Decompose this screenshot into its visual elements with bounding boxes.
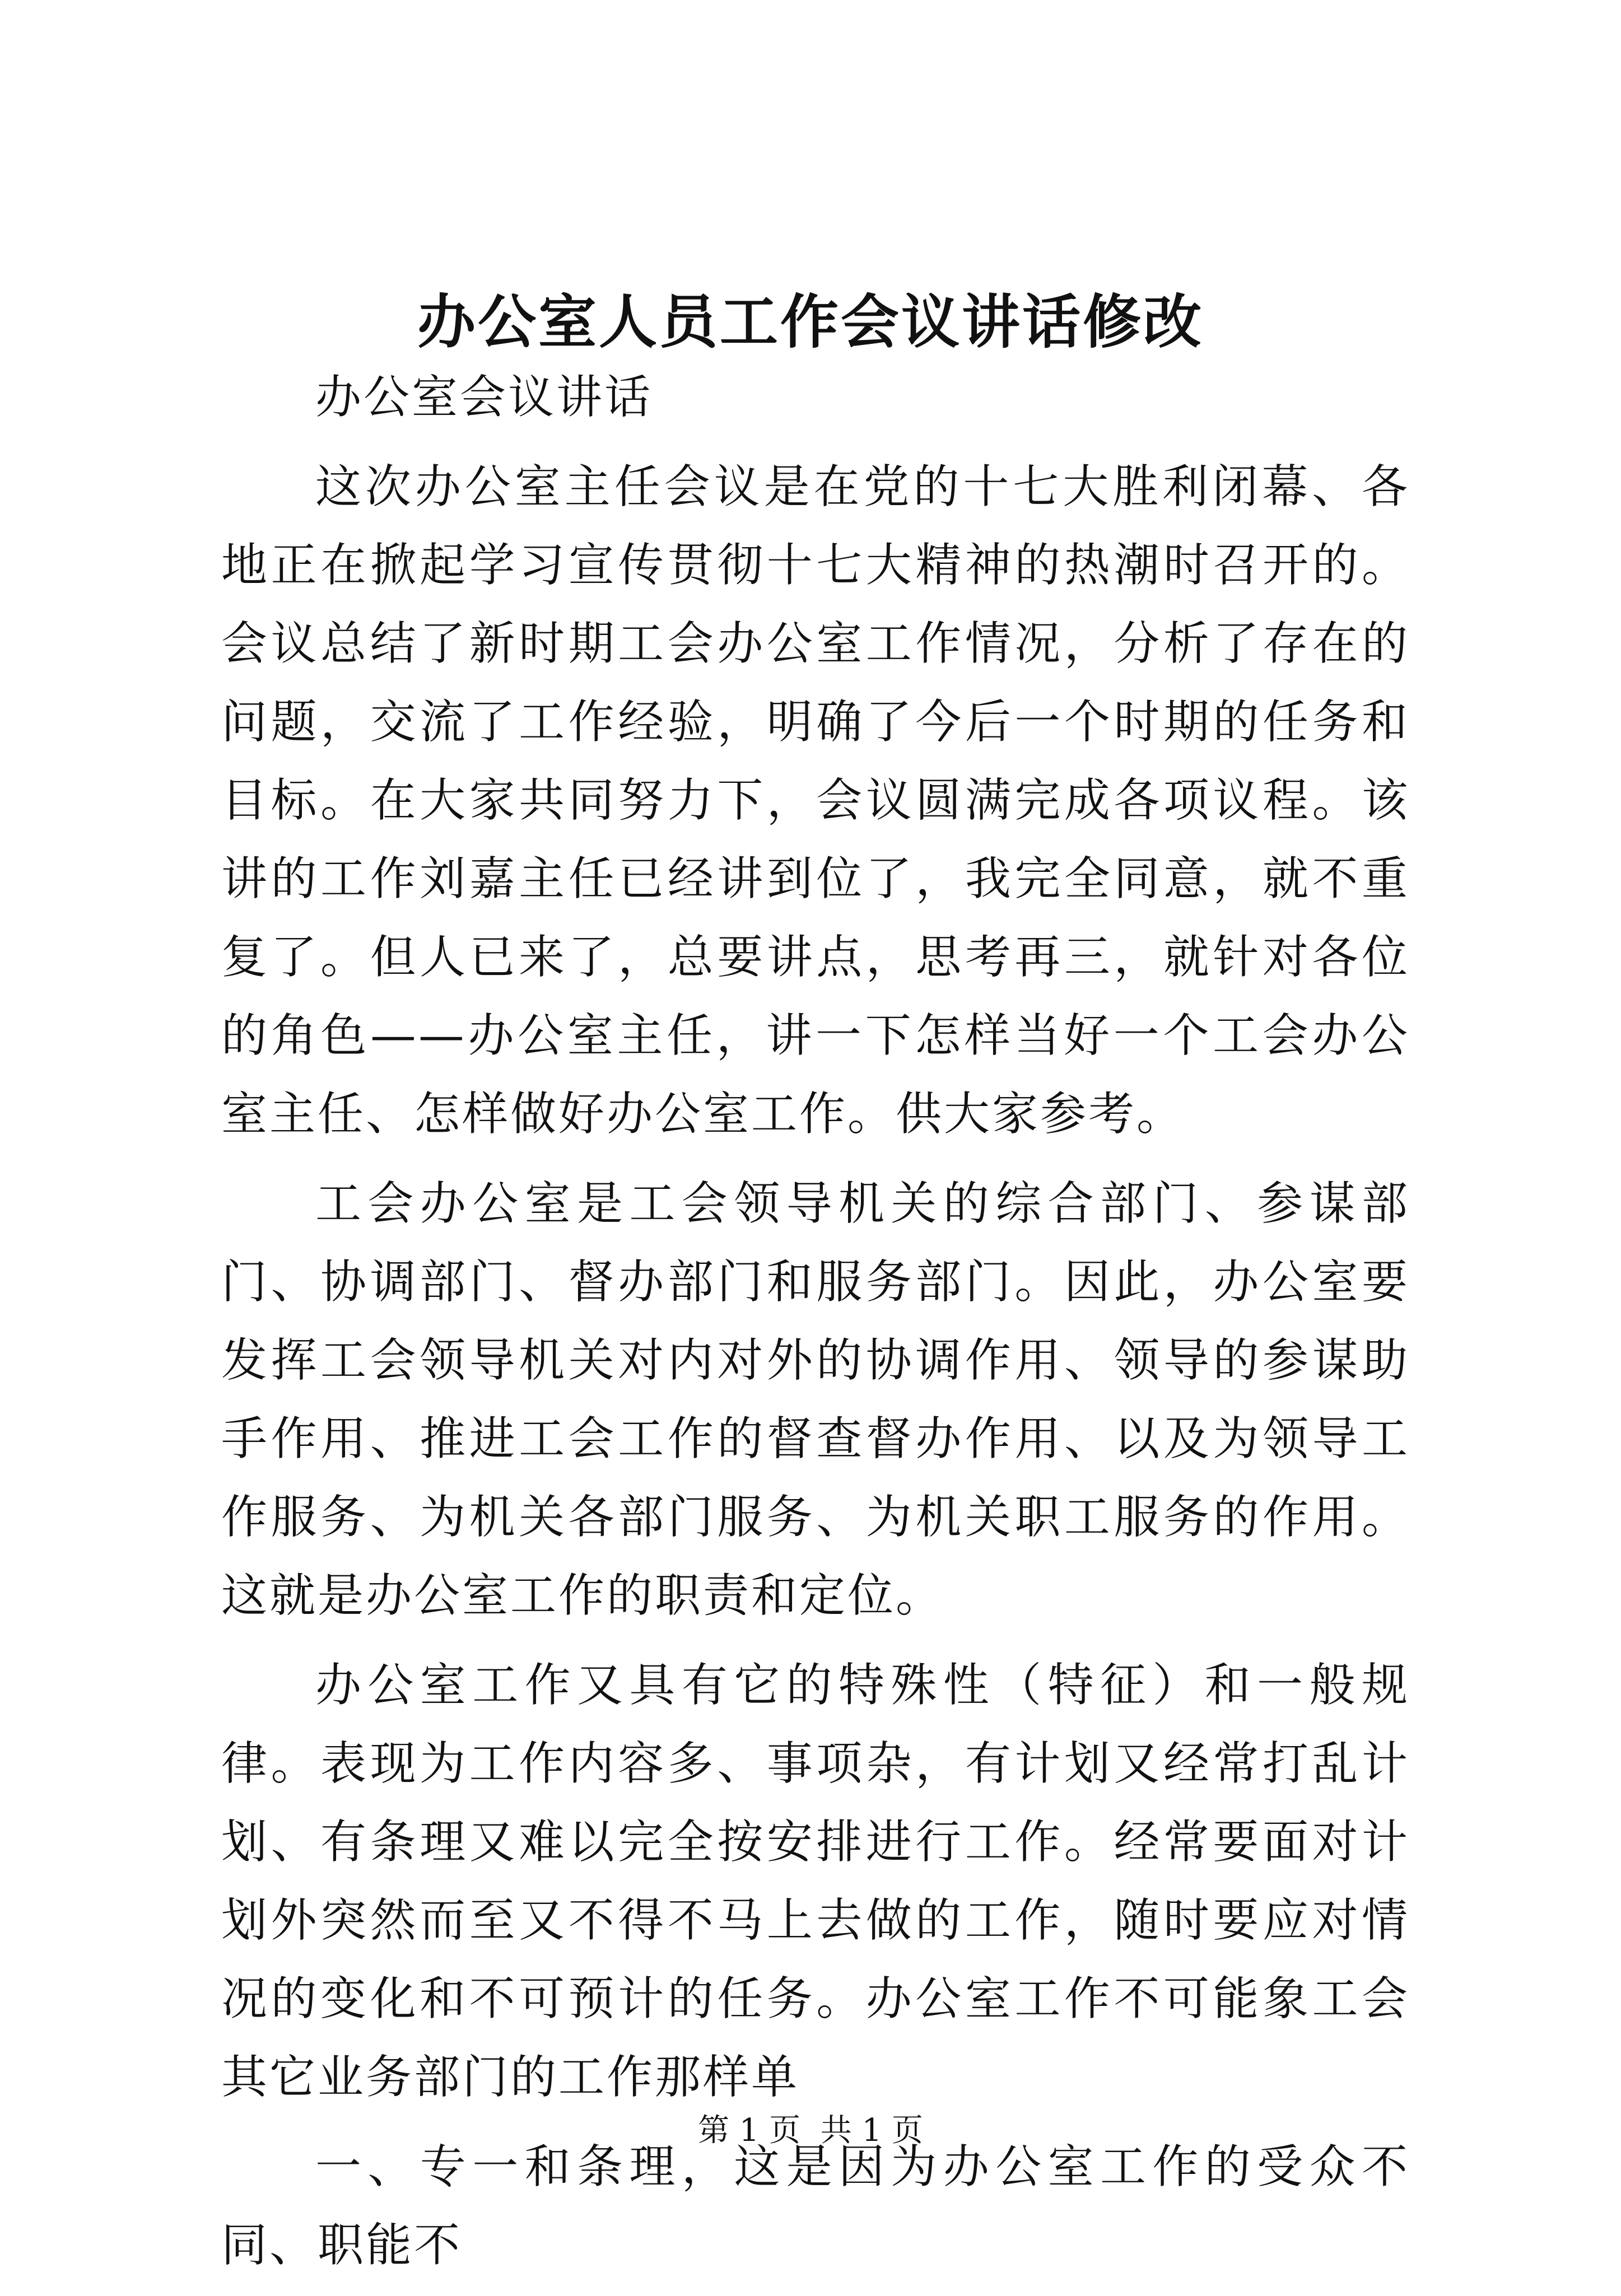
page-footer <box>0 2108 1621 2153</box>
page-total: 共 1 页 <box>820 2112 924 2149</box>
page-number: 第 1 页 <box>697 2112 801 2149</box>
footer-separator <box>800 2112 821 2149</box>
paragraph: 一、专一和条理，这是因为办公室工作的受众不同、职能不 <box>221 2140 1410 2272</box>
paragraph: 办公室工作又具有它的特殊性（特征）和一般规律。表现为工作内容多、事项杂，有计划又经常打乱计划、有条理又难以完全按安排进行工作。经常要面对计划外突然而至又不得不马上去做的工作，随时要应对情况的变化和不可预计的任务。办公室工作不可能象工会其它业务部门的工作那样单 <box>221 1659 1410 2104</box>
document-title: 办公室人员工作会议讲话修改 <box>417 287 1204 356</box>
document-body <box>221 358 1410 2296</box>
paragraph: 这次办公室主任会议是在党的十七大胜利闭幕、各地正在掀起学习宣传贯彻十七大精神的热潮时召开的。会议总结了新时期工会办公室工作情况，分析了存在的问题，交流了工作经验，明确了今后一个时期的任务和目标。在大家共同努力下，会议圆满完成各项议程。该讲的工作刘嘉主任已经讲到位了，我完全同意，就不重复了。但人已来了，总要讲点，思考再三，就针对各位的角色——办公室主任，讲一下怎样当好一个工会办公室主任、怎样做好办公室工作。供大家参考。 <box>221 460 1410 1141</box>
paragraph: 工会办公室是工会领导机关的综合部门、参谋部门、协调部门、督办部门和服务部门。因此，办公室要发挥工会领导机关对内对外的协调作用、领导的参谋助手作用、推进工会工作的督查督办作用、以及为领导工作服务、为机关各部门服务、为机关职工服务的作用。这就是办公室工作的职责和定位。 <box>221 1177 1410 1622</box>
paragraph-subtitle: 办公室会议讲话 <box>315 371 653 424</box>
